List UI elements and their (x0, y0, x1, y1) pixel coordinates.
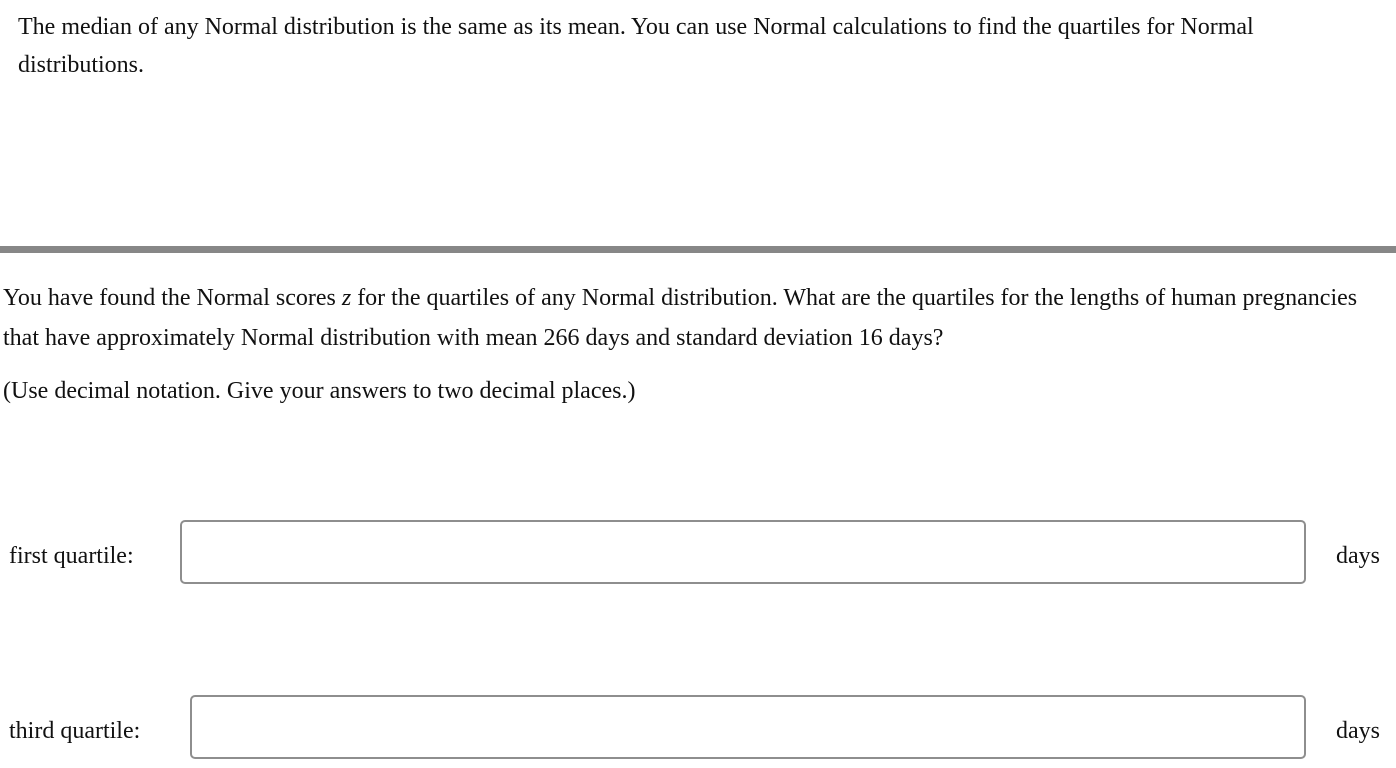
first-quartile-label: first quartile: (9, 543, 134, 569)
third-quartile-unit: days (1336, 718, 1380, 744)
question-text (3, 278, 1363, 358)
answer-instruction: (Use decimal notation. Give your answers to two decimal places.) (3, 378, 636, 404)
first-quartile-input[interactable] (180, 520, 1306, 584)
question-text-start: You have found the Normal scores (3, 285, 342, 311)
third-quartile-input[interactable] (190, 695, 1306, 759)
question-text-end: for the quartiles of any Normal distribution. What are the quartiles for the lengths of human pregnancies that have approximately Normal distribution with mean 266 days and standard deviation 16 days? (3, 285, 1358, 351)
intro-text: The median of any Normal distribution is the same as its mean. You can use Normal calculations to find the quartiles for Normal distributions. (18, 14, 1254, 78)
third-quartile-label: third quartile: (9, 718, 141, 744)
section-divider (0, 246, 1396, 253)
first-quartile-unit: days (1336, 543, 1380, 569)
variable-z: z (341, 285, 352, 311)
